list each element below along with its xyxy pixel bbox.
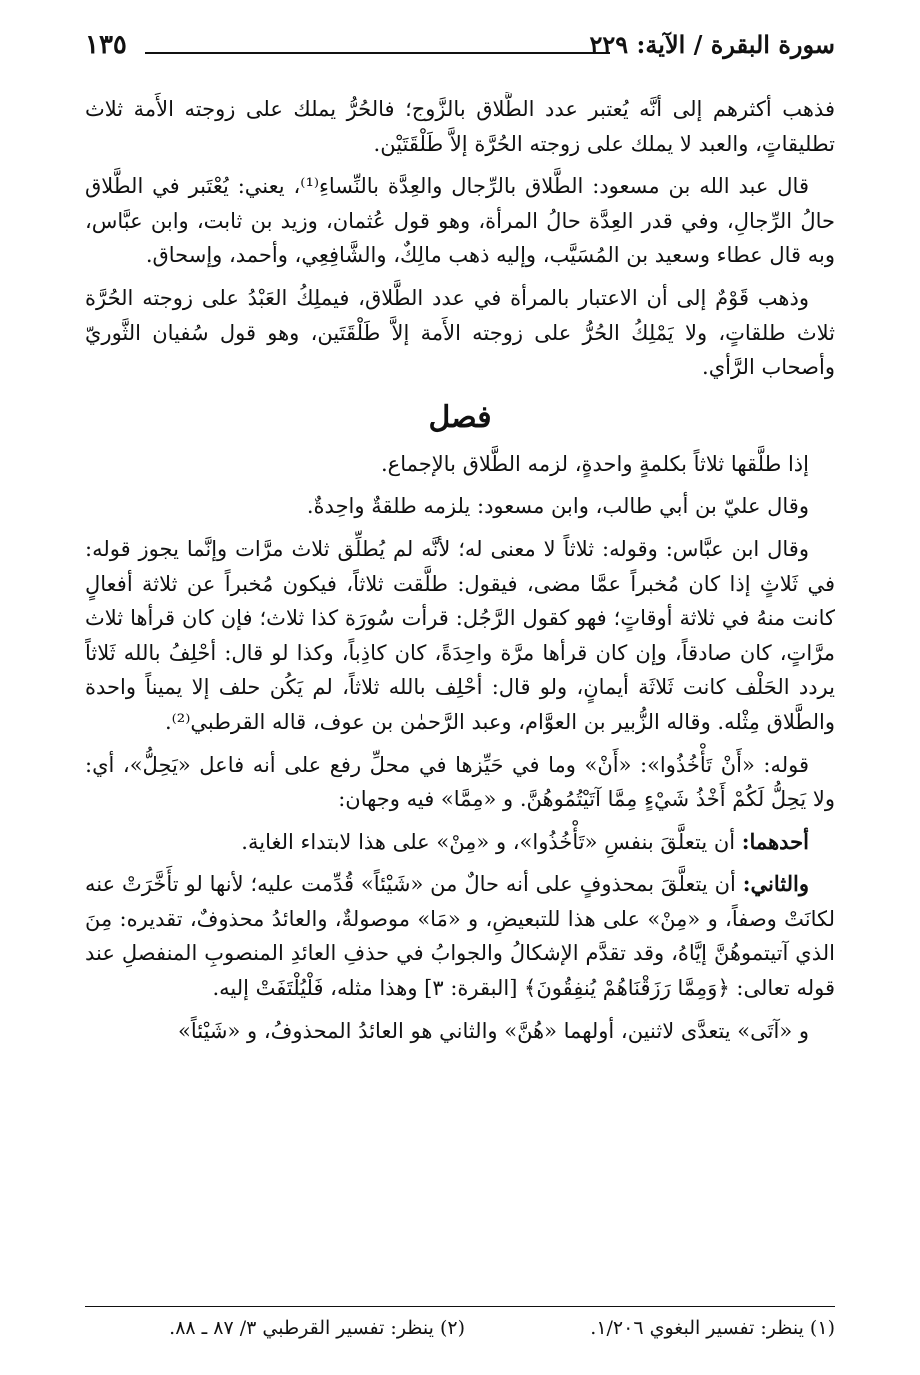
paragraph: وقال عليّ بن أبي طالب، وابن مسعود: يلزمه طلقةٌ واحِدةٌ.: [306, 494, 809, 519]
paragraph: وذهب قَوْمٌ إلى أن الاعتبار بالمرأة في عدد الطَّلاق، فيملِكُ العَبْدُ على زوجته الحُرَّة ثلاث طلقاتٍ، ولا يَمْلِكُ الحُرُّ على زوجته الأَمة إلاَّ طَلْقَتَين، وهو قول سُفيان الثَّوريّ وأصحاب الرَّأي.: [85, 285, 835, 380]
section-heading: فصل: [428, 399, 492, 435]
paragraph: [85, 867, 835, 1005]
paragraph-label: أحدهما:: [741, 828, 809, 854]
page-body: [85, 92, 835, 1260]
paragraph-text: أن يتعلَّقَ بنفسِ «تَأْخُذُوا»، و «مِنْ» على هذا لابتداء الغاية.: [241, 829, 742, 854]
paragraph: قوله: «أَنْ تَأْخُذُوا»: «أَنْ» وما في حَيِّزها في محلِّ رفع على أنه فاعل «يَحِلُّ»، أي: ولا يَحِلُّ لَكُمْ أَخْذُ شَيْءٍ مِمَّا آتَيْتُمُوهُنَّ. و «مِمَّا» فيه وجهان:: [85, 752, 835, 812]
footnote: (١) ينظر: تفسير البغوي ١/٢٠٦.: [590, 1317, 835, 1339]
paragraph: وقال ابن عبَّاس: وقوله: ثلاثاً لا معنى له؛ لأنَّه لم يُطلِّق ثلاث مرَّات وإنَّما يجوز قوله: في ثَلاثٍ إذا كان مُخبراً عمَّا مضى، فيقول: طلَّقت ثلاثاً، فيكون مُخبراً عن ثلاثة أفعالٍ كانت منهُ في ثلاثة أوقاتٍ؛ فهو كقول الرَّجُل: قرأت سُورَة كذا ثلاث؛ فإن كان قرأها ثلاث مرَّاتٍ، كان صادقاً، وإن كان قرأها مرَّة واحِدَةً، كان كاذِباً، وكذا لو قال: أحْلِفُ بالله ثَلاثاً يردد الحَلْف كانت ثَلاثَة أيمانٍ، ولو قال: أحْلِف بالله ثلاثاً، لم يَكُن حلف إلا يميناً واحدة والطَّلاق مِثْله. وقاله الزُّبير بن العوَّام، وعبد الرَّحمٰن بن عوف، قاله القرطبي⁽²⁾.: [85, 536, 835, 734]
page-number: ١٣٥: [85, 30, 127, 60]
paragraph-label: والثاني:: [742, 871, 809, 897]
paragraph: قال عبد الله بن مسعود: الطَّلاق بالرِّجال والعِدَّة بالنِّساءِ⁽¹⁾، يعني: يُعْتَبر في الطَّلاق حالُ الرِّجالِ، وفي قدر العِدَّة حالُ المرأة، وهو قول عُثمان، وزيد بن ثابت، وابن عبَّاس، وبه قال عطاء وسعيد بن المُسَيَّب، وإليه ذهب مالِكٌ، والشَّافِعِي، وأحمد، وإسحاق.: [85, 174, 835, 268]
paragraph-text: أن يتعلَّقَ بمحذوفٍ على أنه حالٌ من «شَيْئاً» قُدِّمت عليه؛ لأنها لو تأَخَّرَتْ عنه لكانَتْ وصفاً، و «مِنْ» على هذا للتبعيضِ، و «مَا» موصولةٌ، والعائدُ محذوفٌ، تقديره: مِنَ الذي آتيتموهُنَّ إيَّاهُ، وقد تقدَّم الإشكالُ والجوابُ في حذفِ العائدِ المنصوبِ المنفصلِ عند قوله تعالى: ﴿وَمِمَّا رَزَقْنَاهُمْ يُنفِقُونَ﴾ [البقرة: ٣] وهذا مثله، فَلْيُلْتَفَتْ إليه.: [85, 872, 835, 1001]
header-rule: [145, 52, 610, 54]
page-header: [85, 30, 835, 70]
surah-title: سورة البقرة / الآية: ٢٢٩: [589, 30, 835, 59]
paragraph: فذهب أكثرهم إلى أنَّه يُعتبر عدد الطَّلاق بالزَّوج؛ فالحُرُّ يملك على زوجته الأَمة ثلاث تطليقاتٍ، والعبد لا يملك على زوجته الحُرَّة إلاَّ طَلْقَتَيْن.: [85, 97, 835, 156]
paragraph: [85, 825, 835, 860]
paragraph: و «آتَى» يتعدَّى لاثنين، أولهما «هُنَّ» والثاني هو العائدُ المحذوفُ، و «شَيْئاً»: [178, 1018, 809, 1043]
footnotes: [85, 1306, 835, 1355]
paragraph: إذا طلَّقها ثلاثاً بكلمةٍ واحدةٍ، لزمه الطَّلاق بالإجماع.: [380, 451, 809, 476]
footnote: (٢) ينظر: تفسير القرطبي ٣/ ٨٧ ـ ٨٨.: [169, 1317, 465, 1339]
